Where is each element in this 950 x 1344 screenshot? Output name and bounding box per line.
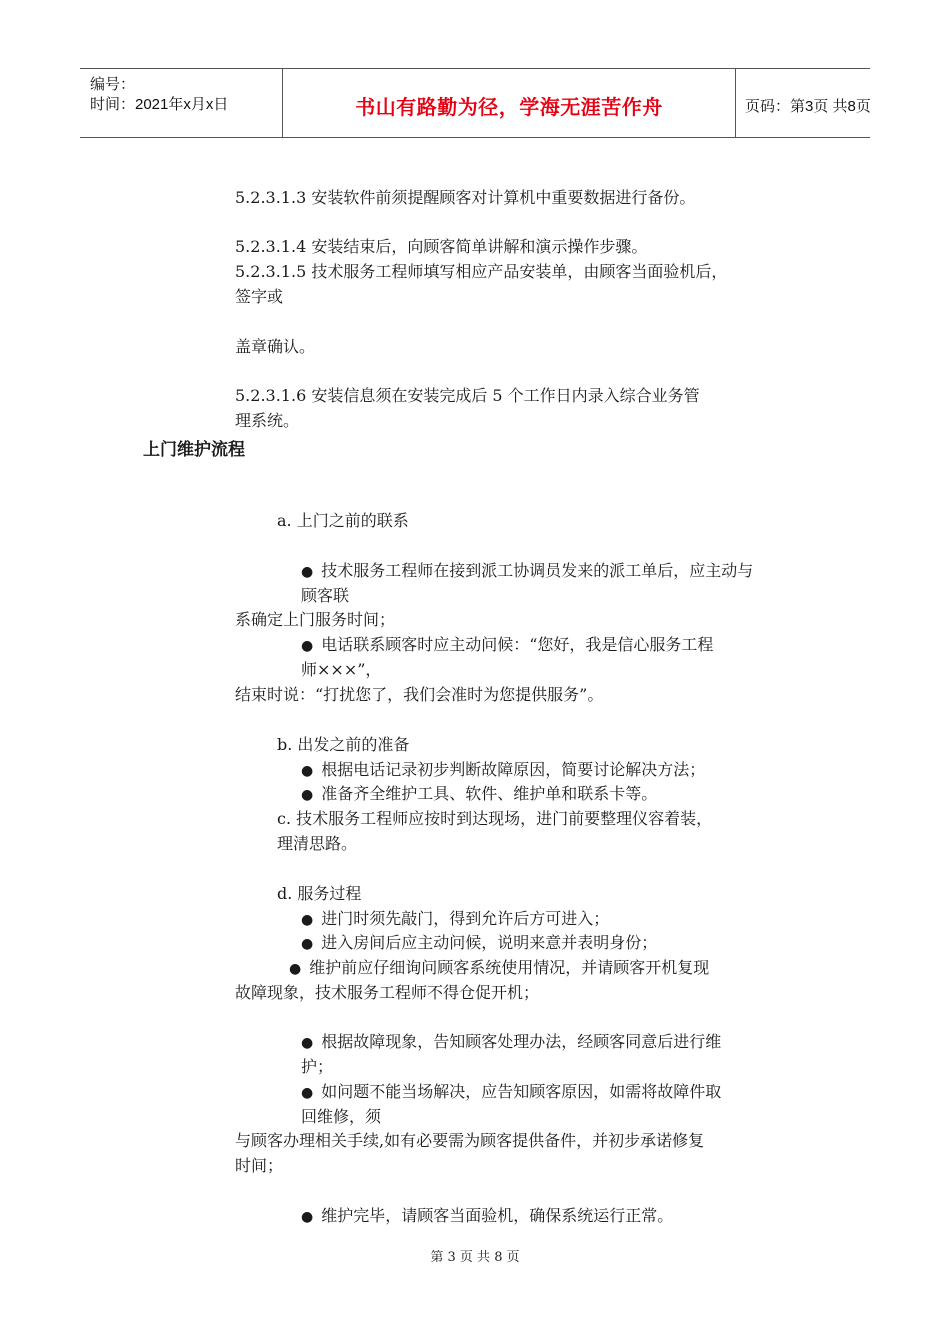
clause-5-2-3-1-5-cont: 签字或 bbox=[235, 287, 284, 306]
section-title: 上门维护流程 bbox=[143, 440, 245, 460]
item-c-cont: 理清思路。 bbox=[277, 834, 358, 853]
document-number-label: 编号： bbox=[90, 76, 136, 93]
item-c-heading: c. 技术服务工程师应按时到达现场，进门前要整理仪容着装， bbox=[277, 809, 713, 828]
item-a-bullet-1-cont2: 系确定上门服务时间； bbox=[235, 610, 396, 629]
header-motto-cell bbox=[282, 69, 736, 137]
item-a-bullet-1-cont: 顾客联 bbox=[301, 586, 350, 605]
item-d-heading: d. 服务过程 bbox=[277, 884, 362, 903]
item-d-bullet-4: ● 根据故障现象，告知顾客处理办法，经顾客同意后进行维 bbox=[301, 1032, 721, 1053]
item-d-bullet-5-cont: 回维修，须 bbox=[301, 1107, 382, 1126]
item-a-bullet-2: ● 电话联系顾客时应主动问候：“您好，我是信心服务工程 bbox=[301, 635, 713, 656]
clause-5-2-3-1-3: 5.2.3.1.3 安装软件前须提醒顾客对计算机中重要数据进行备份。 bbox=[235, 188, 696, 207]
item-d-bullet-5: ● 如问题不能当场解决，应告知顾客原因，如需将故障件取 bbox=[301, 1082, 721, 1103]
document-header bbox=[80, 68, 870, 138]
document-date-label: 时间：2021年x月x日 bbox=[90, 96, 229, 113]
item-a-bullet-1: ● 技术服务工程师在接到派工协调员发来的派工单后，应主动与 bbox=[301, 561, 753, 582]
item-a-heading: a. 上门之前的联系 bbox=[277, 511, 409, 530]
clause-5-2-3-1-6-cont: 理系统。 bbox=[235, 411, 300, 430]
item-d-bullet-4-cont: 护； bbox=[301, 1057, 334, 1076]
header-motto: 书山有路勤为径，学海无涯苦作舟 bbox=[355, 95, 663, 119]
item-d-bullet-6: ● 维护完毕，请顾客当面验机，确保系统运行正常。 bbox=[301, 1206, 673, 1227]
item-b-bullet-1: ● 根据电话记录初步判断故障原因，简要讨论解决方法； bbox=[301, 760, 705, 781]
clause-5-2-3-1-5-cont2: 盖章确认。 bbox=[235, 337, 316, 356]
item-d-bullet-3-cont: 故障现象，技术服务工程师不得仓促开机； bbox=[235, 983, 540, 1002]
page-footer: 第 3 页 共 8 页 bbox=[430, 1250, 520, 1265]
clause-5-2-3-1-6: 5.2.3.1.6 安装信息须在安装完成后 5 个工作日内录入综合业务管 bbox=[235, 386, 700, 405]
item-d-bullet-2: ● 进入房间后应主动问候，说明来意并表明身份； bbox=[301, 933, 657, 954]
item-a-bullet-2-cont: 师×××”， bbox=[301, 660, 382, 679]
item-d-bullet-5-cont3: 时间； bbox=[235, 1156, 284, 1175]
item-d-bullet-3: ● 维护前应仔细询问顾客系统使用情况，并请顾客开机复现 bbox=[289, 958, 709, 979]
item-d-bullet-5-cont2: 与顾客办理相关手续,如有必要需为顾客提供备件，并初步承诺修复 bbox=[235, 1131, 705, 1150]
item-b-bullet-2: ● 准备齐全维护工具、软件、维护单和联系卡等。 bbox=[301, 784, 657, 805]
clause-5-2-3-1-5: 5.2.3.1.5 技术服务工程师填写相应产品安装单，由顾客当面验机后， bbox=[235, 262, 728, 281]
item-b-heading: b. 出发之前的准备 bbox=[277, 735, 410, 754]
item-a-bullet-2-cont2: 结束时说：“打扰您了，我们会准时为您提供服务”。 bbox=[235, 685, 604, 704]
header-page-cell bbox=[735, 69, 870, 137]
item-d-bullet-1: ● 进门时须先敲门，得到允许后方可进入； bbox=[301, 909, 609, 930]
clause-5-2-3-1-4: 5.2.3.1.4 安装结束后，向顾客简单讲解和演示操作步骤。 bbox=[235, 237, 648, 256]
header-page-info: 页码：第3页 共8页 bbox=[745, 98, 871, 115]
header-meta-cell bbox=[80, 69, 282, 137]
